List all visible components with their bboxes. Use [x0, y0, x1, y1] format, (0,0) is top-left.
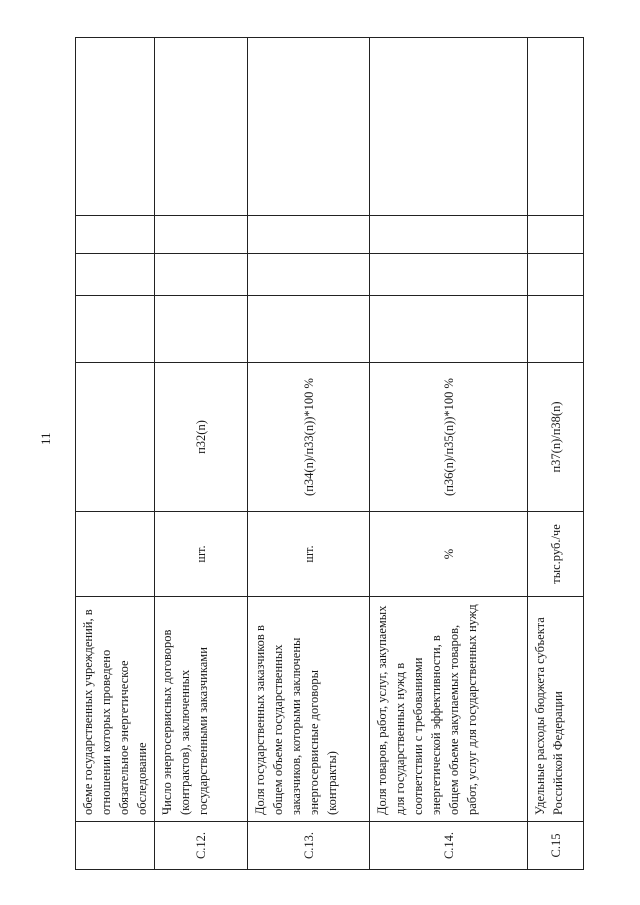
table-row [248, 38, 370, 870]
empty-cell [155, 296, 248, 363]
row-unit: шт. [248, 512, 370, 597]
indicator-table [75, 37, 584, 870]
empty-cell [155, 254, 248, 296]
row-indicator: обеме государственных учреждений, в отношении которых проведено обязательное энергетическое обследование [76, 597, 155, 822]
empty-cell [370, 254, 528, 296]
empty-cell [76, 296, 155, 363]
empty-cell [528, 254, 584, 296]
empty-cell [155, 216, 248, 254]
row-code: С.13. [248, 822, 370, 870]
empty-cell [76, 38, 155, 216]
row-indicator: Удельные расходы бюджета субъекта Российской Федерации [528, 597, 584, 822]
empty-cell [370, 38, 528, 216]
indicator-table-wrapper [75, 38, 581, 870]
table-row [155, 38, 248, 870]
empty-cell [76, 254, 155, 296]
row-formula: п37(n)/п38(n) [528, 363, 584, 512]
page-number: 11 [38, 432, 53, 445]
empty-cell [248, 296, 370, 363]
empty-cell [528, 38, 584, 216]
row-formula [76, 363, 155, 512]
table-row [76, 38, 155, 870]
row-formula: (п36(n)/п35(n))*100 % [370, 363, 528, 512]
row-formula: (п34(n)/п33(n))*100 % [248, 363, 370, 512]
empty-cell [528, 296, 584, 363]
row-unit [76, 512, 155, 597]
empty-cell [248, 216, 370, 254]
row-unit: шт. [155, 512, 248, 597]
row-code: С.12. [155, 822, 248, 870]
table-row [370, 38, 528, 870]
row-indicator: Доля товаров, работ, услуг, закупаемых для государственных нужд в соответствии с требованиями энергетической эффективности, в общем объеме закупаемых товаров, работ, услуг для государственных нужд [370, 597, 528, 822]
empty-cell [248, 38, 370, 216]
empty-cell [370, 296, 528, 363]
empty-cell [248, 254, 370, 296]
row-unit: тыс.руб./че [528, 512, 584, 597]
empty-cell [155, 38, 248, 216]
row-formula: п32(n) [155, 363, 248, 512]
empty-cell [76, 216, 155, 254]
row-unit: % [370, 512, 528, 597]
empty-cell [370, 216, 528, 254]
row-indicator: Доля государственных заказчиков в общем объеме государственных заказчиков, которыми заключены энергосервисные договоры (контракты) [248, 597, 370, 822]
table-row [528, 38, 584, 870]
row-code: С.14. [370, 822, 528, 870]
row-code [76, 822, 155, 870]
row-indicator: Число энергосервисных договоров (контрактов), заключенных государственными заказчиками [155, 597, 248, 822]
row-code: С.15 [528, 822, 584, 870]
empty-cell [528, 216, 584, 254]
